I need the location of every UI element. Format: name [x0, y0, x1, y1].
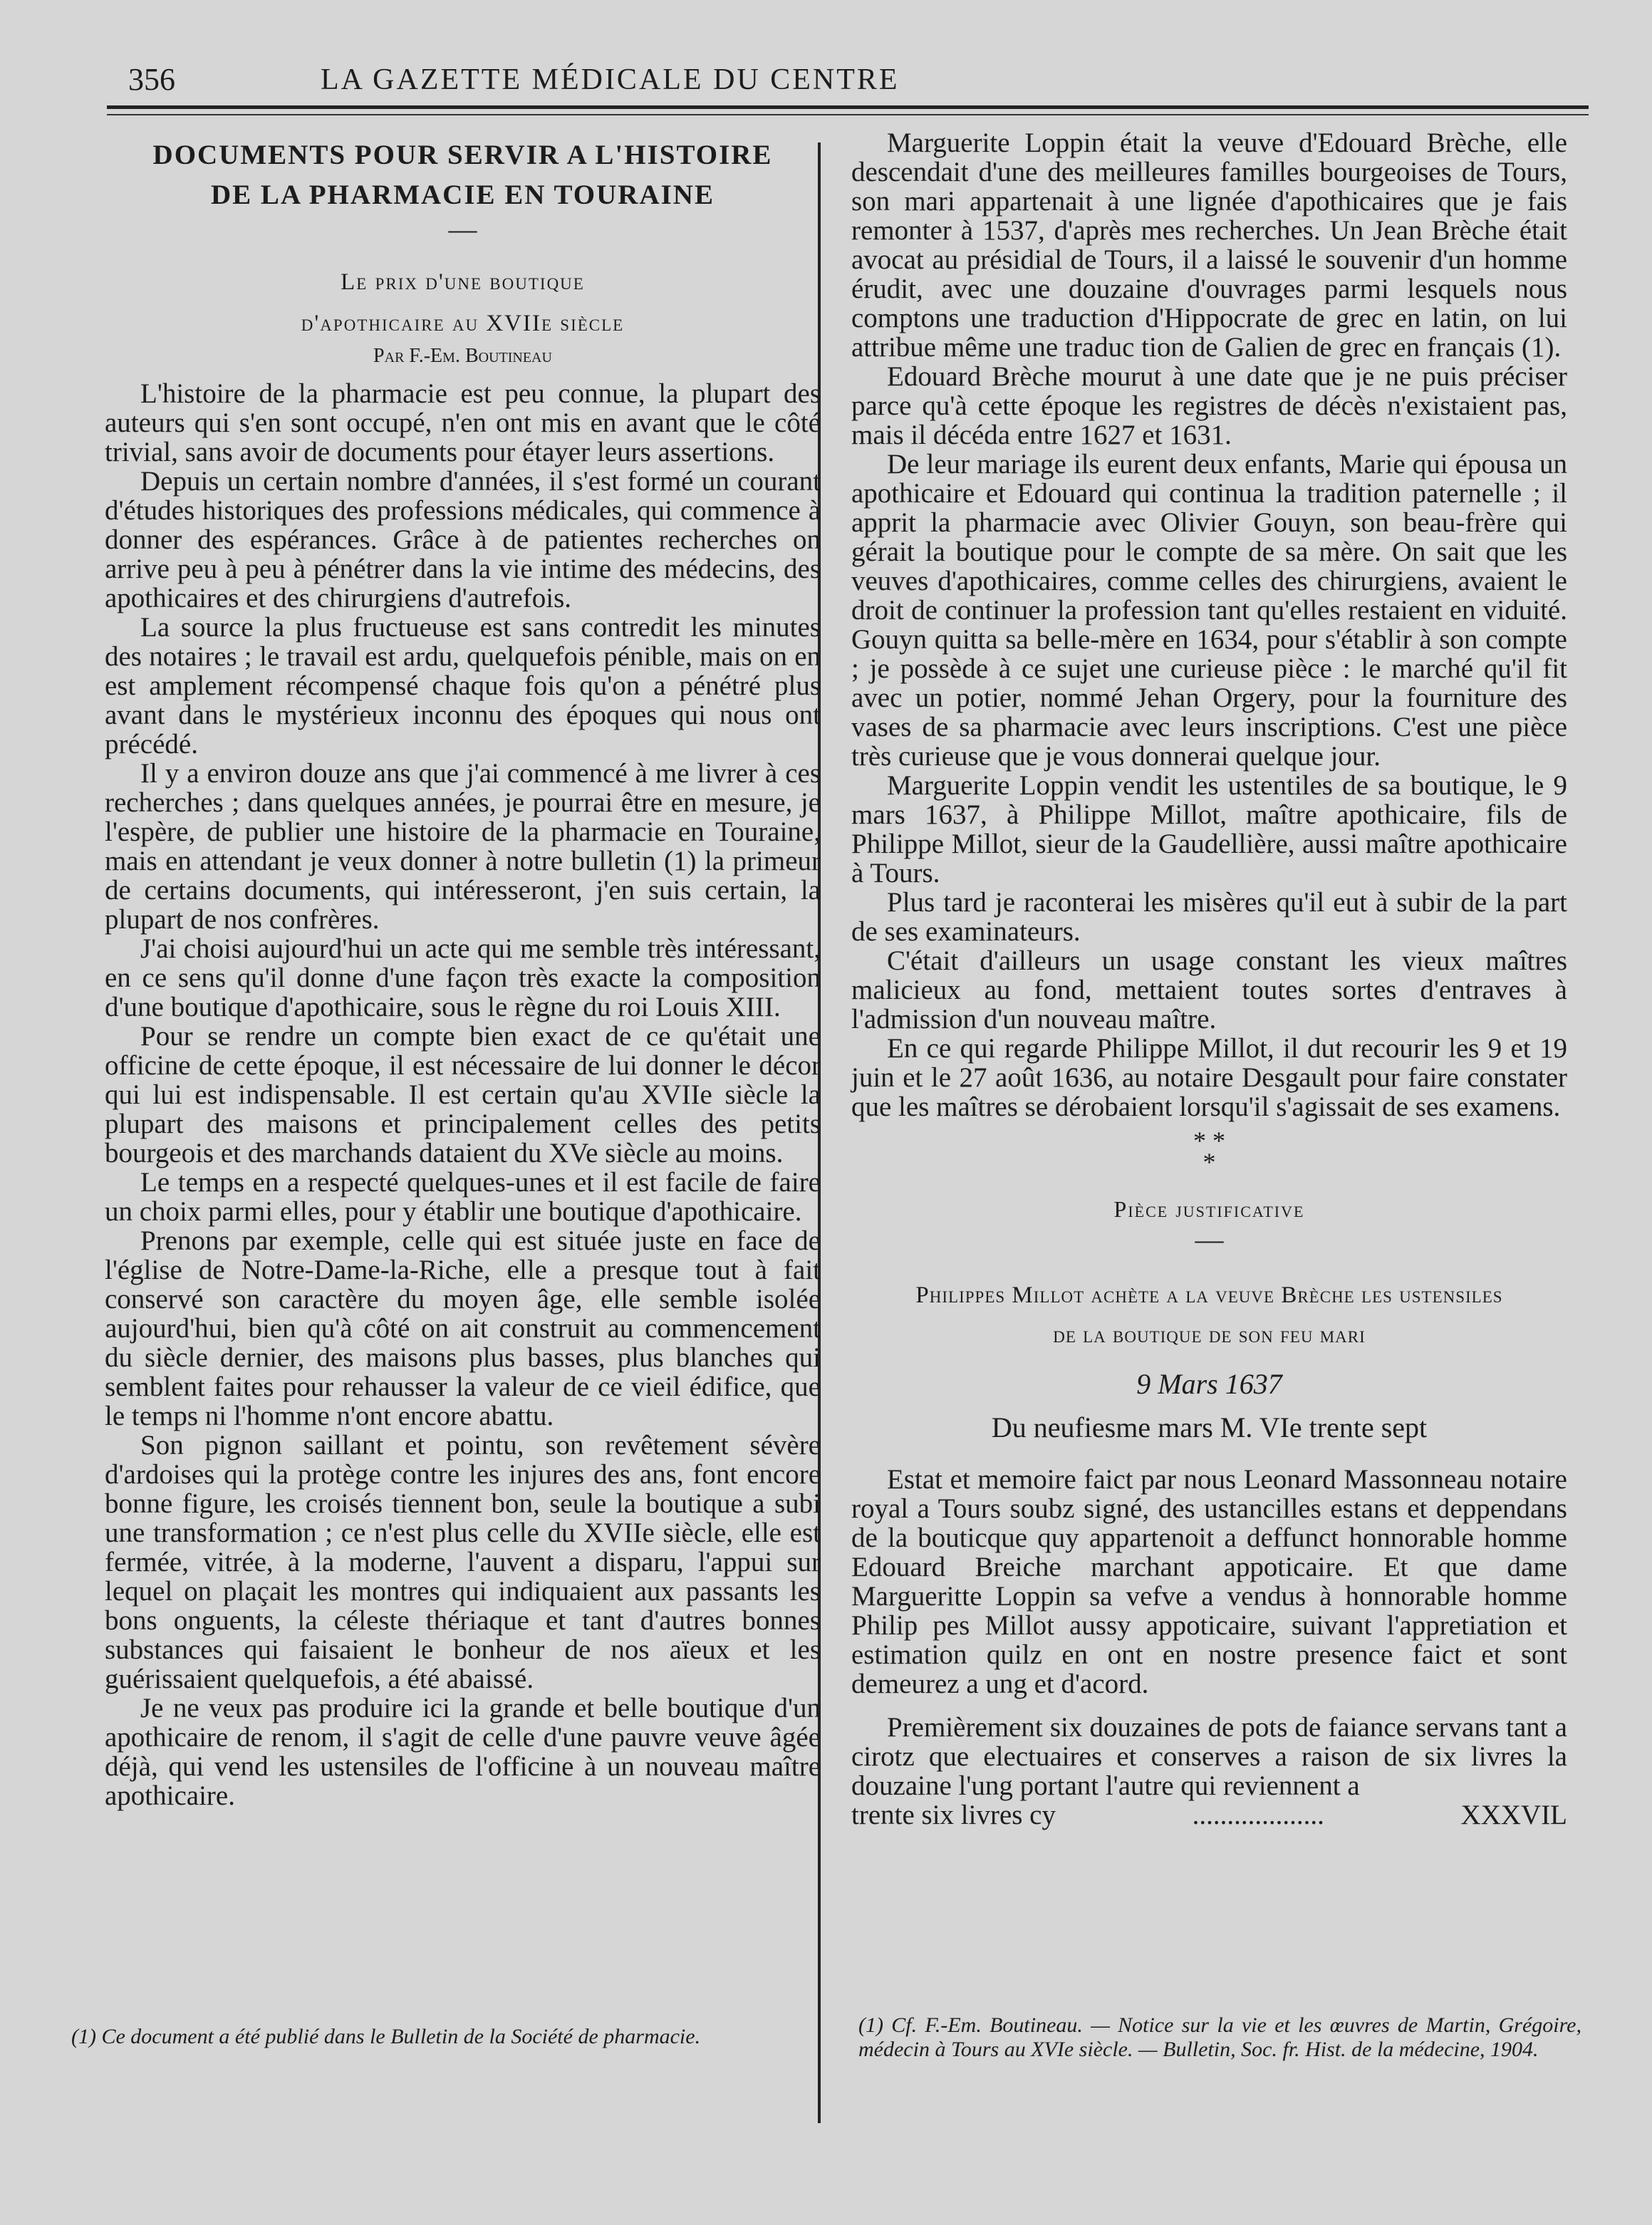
header-rule	[107, 105, 1589, 109]
page-number: 356	[128, 62, 175, 97]
section-asterism: * * *	[1193, 1126, 1225, 1176]
paragraph: J'ai choisi aujourd'hui un acte qui me semble très intéressant, en ce sens qu'il donne d'une façon très exacte la composition d'une boutique d'apothicaire, sous le règne du roi Louis XIII.	[105, 933, 821, 1022]
header-rule-thin	[107, 114, 1589, 115]
article-title	[105, 135, 821, 215]
amount-line-leader: ...................	[1192, 1800, 1324, 1830]
paragraph: Estat et memoire faict par nous Leonard Massonneau notaire royal a Tours soubz signé, des ustancilles estans et deppendans de la bouticque quy appartenoit a deffunct honnorable homme Edouard Breiche marchant appoticaire. Et que dame Margueritte Loppin sa vefve a vendus à honnorable homme Philip pes Millot aussy appoticaire, suivant l'appretiation et estimation quilz en ont en nostre presence faict et sont demeurez a ung et d'acord.	[851, 1464, 1567, 1699]
running-header	[107, 56, 1589, 98]
article-subtitle-line-1: Le prix d'une boutique	[341, 269, 585, 295]
paragraph: Marguerite Loppin était la veuve d'Edouard Brèche, elle descendait d'une des meilleures familles bourgeoises de Tours, son mari appartenait à une lignée d'apothicaires que je fais remonter à 1537, d'après mes recherches. Un Jean Brèche était avocat au présidial de Tours, il a laissé le souvenir d'un homme érudit, avec une douzaine d'ouvrages parmi lesquels nous comptons une traduction d'Hippocrate de grec en latin, on lui attribue même une traduc tion de Galien de grec en français (1).	[851, 128, 1567, 363]
footnote-right: (1) Cf. F.-Em. Boutineau. — Notice sur la vie et les œuvres de Martin, Grégoire, médecin à Tours au XVIe siècle. — Bulletin, Soc. fr. Hist. de la médecine, 1904.	[858, 2013, 1581, 2061]
paragraph: Prenons par exemple, celle qui est située juste en face de l'église de Notre-Dame-la-Riche, elle a presque tout à fait conservé son caractère du moyen âge, elle semble isolée aujourd'hui, bien qu'à côté on ait construit au commencement du siècle dernier, des maisons plus basses, plus blanches qui semblent faites pour rehausser la valeur de ce vieil édifice, que le temps ni l'homme n'ont encore abattu.	[105, 1225, 821, 1431]
paragraph: De leur mariage ils eurent deux enfants, Marie qui épousa un apothicaire et Edouard qui continua la tradition paternelle ; il apprit la pharmacie avec Olivier Gouyn, son beau-frère qui gérait la boutique pour le compte de sa mère. On sait que les veuves d'apothicaires, comme celles des chirurgiens, avaient le droit de continuer la profession tant qu'elles restaient en viduité. Gouyn quitta sa belle-mère en 1634, pour s'établir à son compte ; je possède à ce sujet une curieuse pièce : le marché qu'il fit avec un potier, nommé Jehan Orgery, pour la fourniture des vases de sa pharmacie avec leurs inscriptions. C'est une pièce très curieuse que je vous donnerai quelque jour.	[851, 449, 1567, 772]
paragraph: Le temps en a respecté quelques-unes et il est facile de faire un choix parmi elles, pour y établir une boutique d'apothicaire.	[105, 1167, 821, 1227]
article-subtitle-line-2: d'apothicaire au XVIIe siècle	[301, 311, 625, 336]
piece-title-line-1: Philippes Millot achète a la veuve Brèche les ustensiles	[915, 1282, 1503, 1308]
paragraph: Plus tard je raconterai les misères qu'il eut à subir de la part de ses examinateurs.	[851, 887, 1567, 947]
paragraph: C'était d'ailleurs un usage constant les vieux maîtres malicieux au fond, mettaient toutes sortes d'entraves à l'admission d'un nouveau maître.	[851, 945, 1567, 1034]
paragraph: L'histoire de la pharmacie est peu connue, la plupart des auteurs qui s'en sont occupé, n'en ont mis en avant que le côté trivial, sans avoir de documents pour étayer leurs assertions.	[105, 378, 821, 467]
paragraph: Il y a environ douze ans que j'ai commencé à me livrer à ces recherches ; dans quelques années, je pourrai être en mesure, je l'espère, de publier une histoire de la pharmacie en Touraine, mais en attendant je veux donner à notre bulletin (1) la primeur de certains documents, qui intéresseront, j'en suis certain, la plupart de nos confrères.	[105, 758, 821, 935]
piece-date: 9 Mars 1637	[1136, 1368, 1282, 1400]
amount-line	[851, 1800, 1567, 1830]
article-title-line-2: DE LA PHARMACIE EN TOURAINE	[211, 180, 715, 210]
paragraph: En ce qui regarde Philippe Millot, il dut recourir les 9 et 19 juin et le 27 août 1636, au notaire Desgault pour faire constater que les maîtres se dérobaient lorsqu'il s'agissait de ses examens.	[851, 1033, 1567, 1122]
amount-line-value: XXXVIL	[1460, 1800, 1567, 1830]
paragraph: Marguerite Loppin vendit les ustentiles de sa boutique, le 9 mars 1637, à Philippe Millot, maître apothicaire, fils de Philippe Millot, sieur de la Gaudellière, aussi maître apothicaire à Tours.	[851, 770, 1567, 888]
left-column	[105, 128, 821, 1810]
journal-title: LA GAZETTE MÉDICALE DU CENTRE	[321, 63, 900, 96]
paragraph: Edouard Brèche mourut à une date que je ne puis préciser parce qu'à cette époque les registres de décès n'existaient pas, mais il décéda entre 1627 et 1631.	[851, 361, 1567, 450]
paragraph: Premièrement six douzaines de pots de faiance servans tant a cirotz que electuaires et conserves a raison de six livres la douzaine l'ung portant l'autre qui reviennent a	[851, 1712, 1567, 1801]
paragraph: Depuis un certain nombre d'années, il s'est formé un courant d'études historiques des professions médicales, qui commence à donner des espérances. Grâce à de patientes recherches on arrive peu à peu à pénétrer dans la vie intime des médecins, des apothicaires et des chirurgiens d'autrefois.	[105, 466, 821, 613]
paragraph: Je ne veux pas produire ici la grande et belle boutique d'un apothicaire de renom, il s'agit de celle d'une pauvre veuve âgée déjà, qui vend les ustensiles de l'officine à un nouveau maître apothicaire.	[105, 1693, 821, 1811]
article-title-line-1: DOCUMENTS POUR SERVIR A L'HISTOIRE	[152, 140, 773, 170]
piece-date-line: Du neufiesme mars M. VIe trente sept	[991, 1411, 1428, 1443]
amount-line-text: trente six livres cy	[851, 1800, 1056, 1830]
article-author: Par F.-Em. Boutineau	[373, 345, 552, 367]
right-column	[851, 128, 1567, 1830]
piece-heading: Pièce justificative	[1113, 1196, 1305, 1222]
piece-dash: —	[1195, 1223, 1224, 1255]
footnote-left: (1) Ce document a été publié dans le Bulletin de la Société de pharmacie.	[71, 2025, 701, 2048]
paragraph: Son pignon saillant et pointu, son revêtement sévère d'ardoises qui la protège contre les injures des ans, font encore bonne figure, les croisés tiennent bon, seule la boutique a subi une transformation ; ce n'est plus celle du XVIIe siècle, elle est fermée, vitrée, à la moderne, l'auvent a disparu, l'appui sur lequel on plaçait les montres qui indiquaient aux passants les bons onguents, la céleste thériaque et tant d'autres bonnes substances qui faisaient le bonheur de nos aïeux et les guérissaient quelquefois, a été abaissé.	[105, 1430, 821, 1694]
piece-title-line-2: de la boutique de son feu mari	[1053, 1322, 1366, 1348]
paragraph: La source la plus fructueuse est sans contredit les minutes des notaires ; le travail est ardu, quelquefois pénible, mais on en est amplement récompensé chaque fois qu'on a pénétré plus avant dans le mystérieux inconnu des époques qui nous ont précédé.	[105, 612, 821, 759]
paragraph: Pour se rendre un compte bien exact de ce qu'était une officine de cette époque, il est nécessaire de lui donner le décor qui lui est indispensable. Il est certain qu'au XVIIe siècle la plupart des maisons et principalement celles des petits bourgeois et des marchands dataient du XVe siècle au moins.	[105, 1021, 821, 1168]
title-dash: —	[448, 213, 477, 245]
